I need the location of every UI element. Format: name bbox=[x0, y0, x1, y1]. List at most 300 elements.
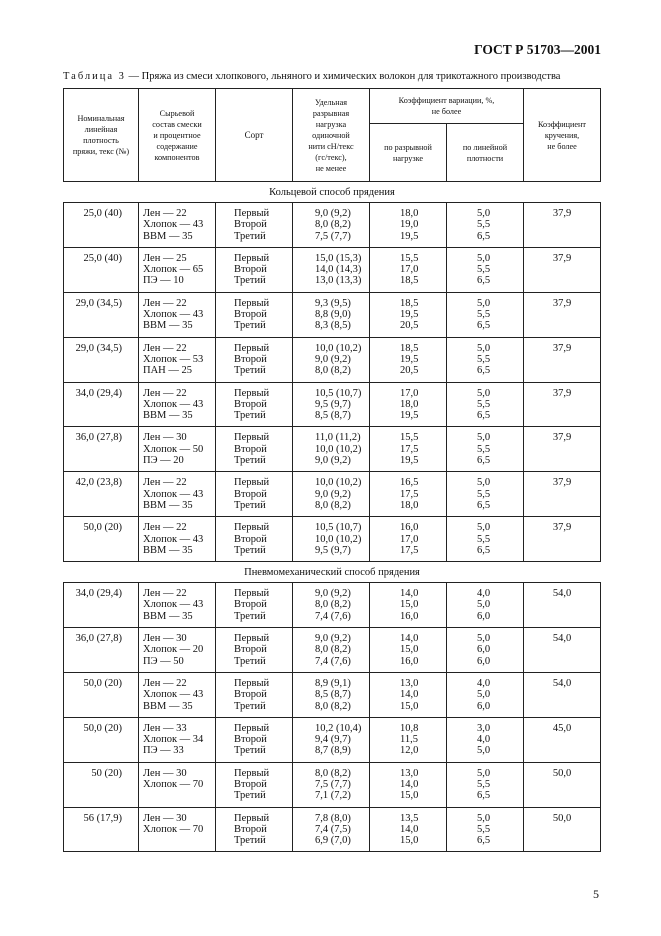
table-row bbox=[64, 427, 601, 472]
grade-cell-line: Второй bbox=[234, 644, 267, 656]
grade-cell-line: Третий bbox=[234, 835, 266, 847]
section-row bbox=[64, 562, 601, 583]
cv-density-cell bbox=[447, 628, 524, 673]
header-line: кручения, bbox=[544, 130, 580, 140]
density-cell: 50,0 (20) bbox=[64, 717, 139, 762]
header-line: нагрузке bbox=[392, 153, 424, 163]
cv-load-cell-line: 17,5 bbox=[400, 443, 419, 455]
composition-cell-line: Хлопок — 43 bbox=[143, 689, 204, 701]
grade-cell bbox=[216, 337, 293, 382]
cv-density-cell-line: 6,0 bbox=[477, 700, 491, 712]
header-cv-breaking-load bbox=[370, 124, 447, 182]
grade-cell-line: Второй bbox=[234, 599, 267, 611]
composition-cell bbox=[139, 517, 216, 562]
breaking-load-cell-line: 10,5 (10,7) bbox=[315, 522, 362, 534]
cv-load-cell bbox=[370, 517, 447, 562]
breaking-load-cell-line: 7,4 (7,5) bbox=[315, 823, 351, 835]
breaking-load-cell bbox=[293, 472, 370, 517]
breaking-load-cell-line: 10,5 (10,7) bbox=[315, 387, 362, 399]
grade-cell-line: Третий bbox=[234, 410, 266, 422]
cv-load-cell-line: 14,0 bbox=[400, 588, 419, 600]
header-line: плотности bbox=[466, 153, 504, 163]
table-row bbox=[64, 583, 601, 628]
composition-cell bbox=[139, 472, 216, 517]
cv-load-cell bbox=[370, 672, 447, 717]
cv-load-cell-line: 18,5 bbox=[400, 275, 419, 287]
cv-load-cell-line: 18,0 bbox=[400, 208, 419, 219]
breaking-load-cell-line: 10,0 (10,2) bbox=[315, 342, 362, 354]
grade-cell-line: Третий bbox=[234, 610, 266, 622]
cv-density-cell-line: 5,0 bbox=[477, 633, 491, 645]
grade-cell-line: Первый bbox=[234, 477, 270, 489]
breaking-load-cell-line: 15,0 (15,3) bbox=[315, 252, 362, 264]
composition-cell bbox=[139, 203, 216, 248]
cv-density-cell-line: 5,5 bbox=[477, 823, 491, 835]
breaking-load-cell-line: 9,5 (9,7) bbox=[315, 544, 351, 556]
composition-cell-line: Лен — 22 bbox=[143, 677, 187, 689]
density-cell: 50,0 (20) bbox=[64, 517, 139, 562]
breaking-load-cell-line: 10,0 (10,2) bbox=[315, 443, 362, 455]
grade-cell-line: Третий bbox=[234, 544, 266, 556]
cv-load-cell-line: 10,8 bbox=[400, 722, 419, 734]
composition-cell-line: Хлопок — 43 bbox=[143, 398, 204, 410]
composition-cell-line: Хлопок — 70 bbox=[143, 823, 204, 835]
composition-cell-line: ВВМ — 35 bbox=[143, 410, 193, 422]
composition-cell-line: ВВМ — 35 bbox=[143, 610, 193, 622]
header-linear-density bbox=[64, 89, 139, 182]
grade-cell-line: Третий bbox=[234, 275, 266, 287]
header-line: Сырьевой bbox=[159, 108, 195, 118]
breaking-load-cell-line: 14,0 (14,3) bbox=[315, 264, 362, 276]
header-line: не менее bbox=[315, 163, 347, 173]
breaking-load-cell-line: 8,9 (9,1) bbox=[315, 677, 351, 689]
cv-density-cell-line: 5,0 bbox=[477, 745, 491, 757]
composition-cell-line: Хлопок — 43 bbox=[143, 219, 204, 231]
breaking-load-cell bbox=[293, 807, 370, 852]
composition-cell bbox=[139, 717, 216, 762]
breaking-load-cell bbox=[293, 583, 370, 628]
cv-density-cell-line: 5,5 bbox=[477, 443, 491, 455]
breaking-load-cell-line: 9,5 (9,7) bbox=[315, 398, 351, 410]
cv-load-cell-line: 14,0 bbox=[400, 633, 419, 645]
breaking-load-cell-line: 8,5 (8,7) bbox=[315, 410, 351, 422]
cv-density-cell-line: 4,0 bbox=[477, 734, 491, 746]
grade-cell-line: Третий bbox=[234, 700, 266, 712]
breaking-load-cell-line: 8,0 (8,2) bbox=[315, 365, 351, 377]
cv-density-cell-line: 6,5 bbox=[477, 790, 491, 802]
cv-density-cell-line: 5,5 bbox=[477, 264, 491, 276]
cv-load-cell-line: 15,0 bbox=[400, 644, 419, 656]
cv-density-cell-line: 5,5 bbox=[477, 219, 491, 231]
grade-cell-line: Третий bbox=[234, 790, 266, 802]
cv-load-cell bbox=[370, 247, 447, 292]
header-line: Коэффициент bbox=[538, 119, 587, 129]
breaking-load-cell-line: 8,0 (8,2) bbox=[315, 700, 351, 712]
cv-density-cell bbox=[447, 672, 524, 717]
cv-load-cell-line: 15,0 bbox=[400, 700, 419, 712]
cv-load-cell-line: 15,5 bbox=[400, 432, 419, 444]
table-caption-label: Таблица 3 bbox=[63, 71, 126, 82]
table-caption-text: — Пряжа из смеси хлопкового, льняного и химических волокон для трикотажного производства bbox=[125, 71, 561, 82]
grade-cell-line: Третий bbox=[234, 230, 266, 242]
density-cell: 34,0 (29,4) bbox=[64, 583, 139, 628]
breaking-load-cell-line: 7,4 (7,6) bbox=[315, 655, 351, 667]
cv-density-cell-line: 5,0 bbox=[477, 477, 491, 489]
breaking-load-cell-line: 9,0 (9,2) bbox=[315, 633, 351, 645]
cv-load-cell bbox=[370, 292, 447, 337]
composition-cell bbox=[139, 247, 216, 292]
composition-cell-line: Лен — 22 bbox=[143, 588, 187, 600]
table-row bbox=[64, 628, 601, 673]
header-line: нити сН/текс bbox=[308, 141, 354, 151]
cv-density-cell-line: 5,0 bbox=[477, 812, 491, 824]
composition-cell-line: ПЭ — 10 bbox=[143, 275, 184, 287]
grade-cell-line: Второй bbox=[234, 734, 267, 746]
composition-cell-line: ВВМ — 35 bbox=[143, 230, 193, 242]
composition-cell-line: Лен — 33 bbox=[143, 722, 187, 734]
grade-cell-line: Первый bbox=[234, 297, 270, 309]
breaking-load-cell-line: 7,4 (7,6) bbox=[315, 610, 351, 622]
twist-cell: 50,0 bbox=[524, 762, 601, 807]
table-row bbox=[64, 292, 601, 337]
cv-density-cell-line: 5,5 bbox=[477, 533, 491, 545]
table-row bbox=[64, 203, 601, 248]
cv-load-cell-line: 16,0 bbox=[400, 655, 419, 667]
breaking-load-cell bbox=[293, 717, 370, 762]
cv-density-cell-line: 5,5 bbox=[477, 488, 491, 500]
composition-cell-line: ПЭ — 33 bbox=[143, 745, 184, 757]
density-cell: 42,0 (23,8) bbox=[64, 472, 139, 517]
composition-cell-line: Хлопок — 43 bbox=[143, 533, 204, 545]
table-body bbox=[64, 182, 601, 852]
cv-load-cell-line: 18,5 bbox=[400, 297, 419, 309]
grade-cell-line: Третий bbox=[234, 365, 266, 377]
cv-density-cell bbox=[447, 762, 524, 807]
density-cell: 29,0 (34,5) bbox=[64, 292, 139, 337]
cv-density-cell-line: 5,0 bbox=[477, 432, 491, 444]
grade-cell bbox=[216, 292, 293, 337]
cv-density-cell bbox=[447, 717, 524, 762]
cv-density-cell-line: 5,0 bbox=[477, 342, 491, 354]
twist-cell: 37,9 bbox=[524, 382, 601, 427]
breaking-load-cell bbox=[293, 203, 370, 248]
cv-load-cell bbox=[370, 337, 447, 382]
composition-cell bbox=[139, 762, 216, 807]
twist-cell: 54,0 bbox=[524, 583, 601, 628]
composition-cell-line: Лен — 30 bbox=[143, 633, 187, 645]
cv-density-cell-line: 6,5 bbox=[477, 544, 491, 556]
cv-load-cell-line: 14,0 bbox=[400, 778, 419, 790]
cv-density-cell-line: 5,5 bbox=[477, 353, 491, 365]
cv-density-cell-line: 3,0 bbox=[477, 722, 491, 734]
cv-load-cell bbox=[370, 807, 447, 852]
header-line: не более bbox=[547, 141, 577, 151]
grade-cell-line: Второй bbox=[234, 353, 267, 365]
composition-cell-line: Лен — 22 bbox=[143, 208, 187, 219]
header-line: компонентов bbox=[154, 152, 200, 162]
grade-cell-line: Первый bbox=[234, 588, 270, 600]
cv-density-cell-line: 5,5 bbox=[477, 309, 491, 321]
cv-load-cell bbox=[370, 717, 447, 762]
cv-load-cell-line: 17,5 bbox=[400, 488, 419, 500]
composition-cell bbox=[139, 427, 216, 472]
grade-cell-line: Первый bbox=[234, 208, 270, 219]
cv-density-cell bbox=[447, 337, 524, 382]
grade-cell-line: Первый bbox=[234, 387, 270, 399]
grade-cell bbox=[216, 203, 293, 248]
composition-cell bbox=[139, 337, 216, 382]
header-composition bbox=[139, 89, 216, 182]
cv-load-cell bbox=[370, 472, 447, 517]
cv-load-cell-line: 17,0 bbox=[400, 264, 419, 276]
grade-cell bbox=[216, 672, 293, 717]
grade-cell bbox=[216, 807, 293, 852]
grade-cell-line: Первый bbox=[234, 812, 270, 824]
cv-density-cell-line: 6,0 bbox=[477, 655, 491, 667]
density-cell: 29,0 (34,5) bbox=[64, 337, 139, 382]
twist-cell: 37,9 bbox=[524, 337, 601, 382]
section-row bbox=[64, 182, 601, 203]
breaking-load-cell-line: 9,4 (9,7) bbox=[315, 734, 351, 746]
grade-cell-line: Третий bbox=[234, 455, 266, 467]
composition-cell-line: ПЭ — 50 bbox=[143, 655, 184, 667]
cv-load-cell-line: 15,0 bbox=[400, 835, 419, 847]
grade-cell-line: Второй bbox=[234, 398, 267, 410]
cv-load-cell-line: 19,5 bbox=[400, 410, 419, 422]
twist-cell: 37,9 bbox=[524, 517, 601, 562]
breaking-load-cell-line: 9,0 (9,2) bbox=[315, 455, 351, 467]
grade-cell-line: Первый bbox=[234, 722, 270, 734]
table-caption bbox=[63, 71, 560, 82]
twist-cell: 37,9 bbox=[524, 292, 601, 337]
cv-load-cell-line: 14,0 bbox=[400, 823, 419, 835]
composition-cell bbox=[139, 807, 216, 852]
cv-density-cell-line: 6,5 bbox=[477, 275, 491, 287]
cv-density-cell bbox=[447, 203, 524, 248]
twist-cell: 54,0 bbox=[524, 672, 601, 717]
twist-cell: 37,9 bbox=[524, 203, 601, 248]
breaking-load-cell-line: 8,0 (8,2) bbox=[315, 599, 351, 611]
grade-cell-line: Первый bbox=[234, 342, 270, 354]
cv-load-cell-line: 17,0 bbox=[400, 533, 419, 545]
density-cell: 56 (17,9) bbox=[64, 807, 139, 852]
cv-density-cell-line: 6,5 bbox=[477, 499, 491, 511]
cv-load-cell-line: 12,0 bbox=[400, 745, 419, 757]
header-variation-coefficient bbox=[370, 89, 524, 124]
breaking-load-cell bbox=[293, 292, 370, 337]
grade-cell-line: Второй bbox=[234, 778, 267, 790]
header-line: Номинальная bbox=[77, 114, 125, 123]
twist-cell: 45,0 bbox=[524, 717, 601, 762]
cv-density-cell-line: 5,0 bbox=[477, 387, 491, 399]
header-line: одиночной bbox=[312, 130, 350, 140]
header-line: нагрузка bbox=[315, 119, 347, 129]
breaking-load-cell-line: 8,3 (8,5) bbox=[315, 320, 351, 332]
breaking-load-cell bbox=[293, 427, 370, 472]
cv-load-cell-line: 15,0 bbox=[400, 599, 419, 611]
composition-cell-line: Лен — 22 bbox=[143, 522, 187, 534]
grade-cell bbox=[216, 517, 293, 562]
table-row bbox=[64, 717, 601, 762]
grade-cell bbox=[216, 583, 293, 628]
grade-cell-line: Первый bbox=[234, 432, 270, 444]
cv-density-cell-line: 6,0 bbox=[477, 610, 491, 622]
composition-cell-line: Хлопок — 43 bbox=[143, 309, 204, 321]
cv-density-cell-line: 5,0 bbox=[477, 522, 491, 534]
header-line: и процентное bbox=[153, 130, 201, 140]
composition-cell-line: Лен — 22 bbox=[143, 342, 187, 354]
breaking-load-cell bbox=[293, 382, 370, 427]
breaking-load-cell bbox=[293, 517, 370, 562]
composition-cell-line: Хлопок — 65 bbox=[143, 264, 204, 276]
composition-cell-line: Хлопок — 70 bbox=[143, 778, 204, 790]
table-row bbox=[64, 337, 601, 382]
grade-cell-line: Третий bbox=[234, 320, 266, 332]
header-line: по линейной bbox=[462, 142, 508, 152]
breaking-load-cell-line: 10,0 (10,2) bbox=[315, 533, 362, 545]
cv-density-cell-line: 6,5 bbox=[477, 320, 491, 332]
composition-cell-line: Хлопок — 50 bbox=[143, 443, 204, 455]
cv-load-cell-line: 20,5 bbox=[400, 320, 419, 332]
cv-density-cell-line: 6,5 bbox=[477, 410, 491, 422]
grade-cell-line: Третий bbox=[234, 499, 266, 511]
density-cell: 50 (20) bbox=[64, 762, 139, 807]
cv-density-cell-line: 5,0 bbox=[477, 689, 491, 701]
header-line: пряжи, текс (№) bbox=[72, 147, 130, 156]
cv-load-cell-line: 16,0 bbox=[400, 610, 419, 622]
grade-cell-line: Второй bbox=[234, 488, 267, 500]
breaking-load-cell-line: 7,5 (7,7) bbox=[315, 778, 351, 790]
cv-density-cell-line: 5,0 bbox=[477, 767, 491, 779]
grade-cell bbox=[216, 717, 293, 762]
grade-cell bbox=[216, 427, 293, 472]
cv-load-cell-line: 16,0 bbox=[400, 522, 419, 534]
grade-cell-line: Второй bbox=[234, 823, 267, 835]
breaking-load-cell-line: 8,8 (9,0) bbox=[315, 309, 351, 321]
cv-density-cell bbox=[447, 247, 524, 292]
header-cv-linear-density bbox=[447, 124, 524, 182]
grade-cell-line: Второй bbox=[234, 309, 267, 321]
cv-density-cell-line: 6,5 bbox=[477, 365, 491, 377]
density-cell: 36,0 (27,8) bbox=[64, 628, 139, 673]
grade-cell bbox=[216, 762, 293, 807]
composition-cell bbox=[139, 583, 216, 628]
header-line: состав смески bbox=[152, 119, 202, 129]
cv-load-cell-line: 13,5 bbox=[400, 812, 419, 824]
cv-density-cell-line: 5,5 bbox=[477, 398, 491, 410]
cv-load-cell-line: 13,0 bbox=[400, 767, 419, 779]
breaking-load-cell-line: 9,3 (9,5) bbox=[315, 297, 351, 309]
cv-load-cell-line: 20,5 bbox=[400, 365, 419, 377]
composition-cell-line: Хлопок — 34 bbox=[143, 734, 204, 746]
cv-load-cell bbox=[370, 628, 447, 673]
composition-cell-line: Хлопок — 20 bbox=[143, 644, 204, 656]
breaking-load-cell-line: 8,0 (8,2) bbox=[315, 219, 351, 231]
composition-cell bbox=[139, 382, 216, 427]
density-cell: 36,0 (27,8) bbox=[64, 427, 139, 472]
cv-load-cell-line: 15,0 bbox=[400, 790, 419, 802]
table-row bbox=[64, 472, 601, 517]
grade-cell bbox=[216, 382, 293, 427]
cv-load-cell-line: 19,5 bbox=[400, 309, 419, 321]
cv-density-cell-line: 5,0 bbox=[477, 252, 491, 264]
table-row bbox=[64, 762, 601, 807]
grade-cell-line: Второй bbox=[234, 443, 267, 455]
grade-cell-line: Первый bbox=[234, 677, 270, 689]
twist-cell: 54,0 bbox=[524, 628, 601, 673]
header-line: не более bbox=[431, 107, 462, 116]
breaking-load-cell-line: 8,5 (8,7) bbox=[315, 689, 351, 701]
cv-density-cell-line: 6,5 bbox=[477, 230, 491, 242]
section-title: Пневмомеханический способ прядения bbox=[64, 562, 601, 583]
breaking-load-cell bbox=[293, 762, 370, 807]
composition-cell-line: Хлопок — 53 bbox=[143, 353, 204, 365]
breaking-load-cell-line: 9,0 (9,2) bbox=[315, 353, 351, 365]
breaking-load-cell bbox=[293, 337, 370, 382]
cv-load-cell bbox=[370, 203, 447, 248]
twist-cell: 37,9 bbox=[524, 472, 601, 517]
document-header: ГОСТ Р 51703—2001 bbox=[474, 42, 601, 57]
composition-cell-line: Лен — 22 bbox=[143, 297, 187, 309]
cv-load-cell-line: 11,5 bbox=[400, 734, 418, 746]
table-row bbox=[64, 247, 601, 292]
breaking-load-cell-line: 11,0 (11,2) bbox=[315, 432, 361, 444]
breaking-load-cell bbox=[293, 672, 370, 717]
table-row bbox=[64, 672, 601, 717]
cv-density-cell-line: 5,0 bbox=[477, 599, 491, 611]
grade-cell bbox=[216, 247, 293, 292]
cv-load-cell-line: 18,0 bbox=[400, 398, 419, 410]
header-twist-coefficient bbox=[524, 89, 601, 182]
cv-load-cell-line: 18,5 bbox=[400, 342, 419, 354]
cv-density-cell bbox=[447, 382, 524, 427]
cv-load-cell-line: 19,5 bbox=[400, 455, 419, 467]
composition-cell-line: Лен — 30 bbox=[143, 432, 187, 444]
composition-cell-line: Лен — 30 bbox=[143, 767, 187, 779]
cv-density-cell-line: 4,0 bbox=[477, 677, 491, 689]
density-cell: 25,0 (40) bbox=[64, 203, 139, 248]
grade-cell-line: Второй bbox=[234, 219, 267, 231]
table-row bbox=[64, 382, 601, 427]
grade-cell bbox=[216, 472, 293, 517]
cv-density-cell-line: 5,0 bbox=[477, 208, 491, 219]
page-number: 5 bbox=[593, 887, 599, 901]
breaking-load-cell-line: 9,0 (9,2) bbox=[315, 208, 351, 219]
cv-density-cell-line: 6,5 bbox=[477, 455, 491, 467]
yarn-table bbox=[63, 88, 601, 852]
header-line: Коэффициент вариации, %, bbox=[398, 96, 495, 105]
breaking-load-cell-line: 13,0 (13,3) bbox=[315, 275, 362, 287]
composition-cell-line: ВВМ — 35 bbox=[143, 700, 193, 712]
breaking-load-cell-line: 8,0 (8,2) bbox=[315, 644, 351, 656]
composition-cell bbox=[139, 628, 216, 673]
composition-cell-line: ВВМ — 35 bbox=[143, 544, 193, 556]
twist-cell: 50,0 bbox=[524, 807, 601, 852]
grade-cell bbox=[216, 628, 293, 673]
composition-cell-line: ПАН — 25 bbox=[143, 365, 192, 377]
cv-density-cell bbox=[447, 427, 524, 472]
cv-load-cell-line: 15,5 bbox=[400, 252, 419, 264]
breaking-load-cell bbox=[293, 628, 370, 673]
composition-cell bbox=[139, 292, 216, 337]
breaking-load-cell-line: 9,0 (9,2) bbox=[315, 488, 351, 500]
breaking-load-cell-line: 8,0 (8,2) bbox=[315, 767, 351, 779]
cv-load-cell bbox=[370, 762, 447, 807]
cv-density-cell-line: 5,0 bbox=[477, 297, 491, 309]
grade-cell-line: Второй bbox=[234, 264, 267, 276]
breaking-load-cell-line: 9,0 (9,2) bbox=[315, 588, 351, 600]
cv-density-cell bbox=[447, 472, 524, 517]
